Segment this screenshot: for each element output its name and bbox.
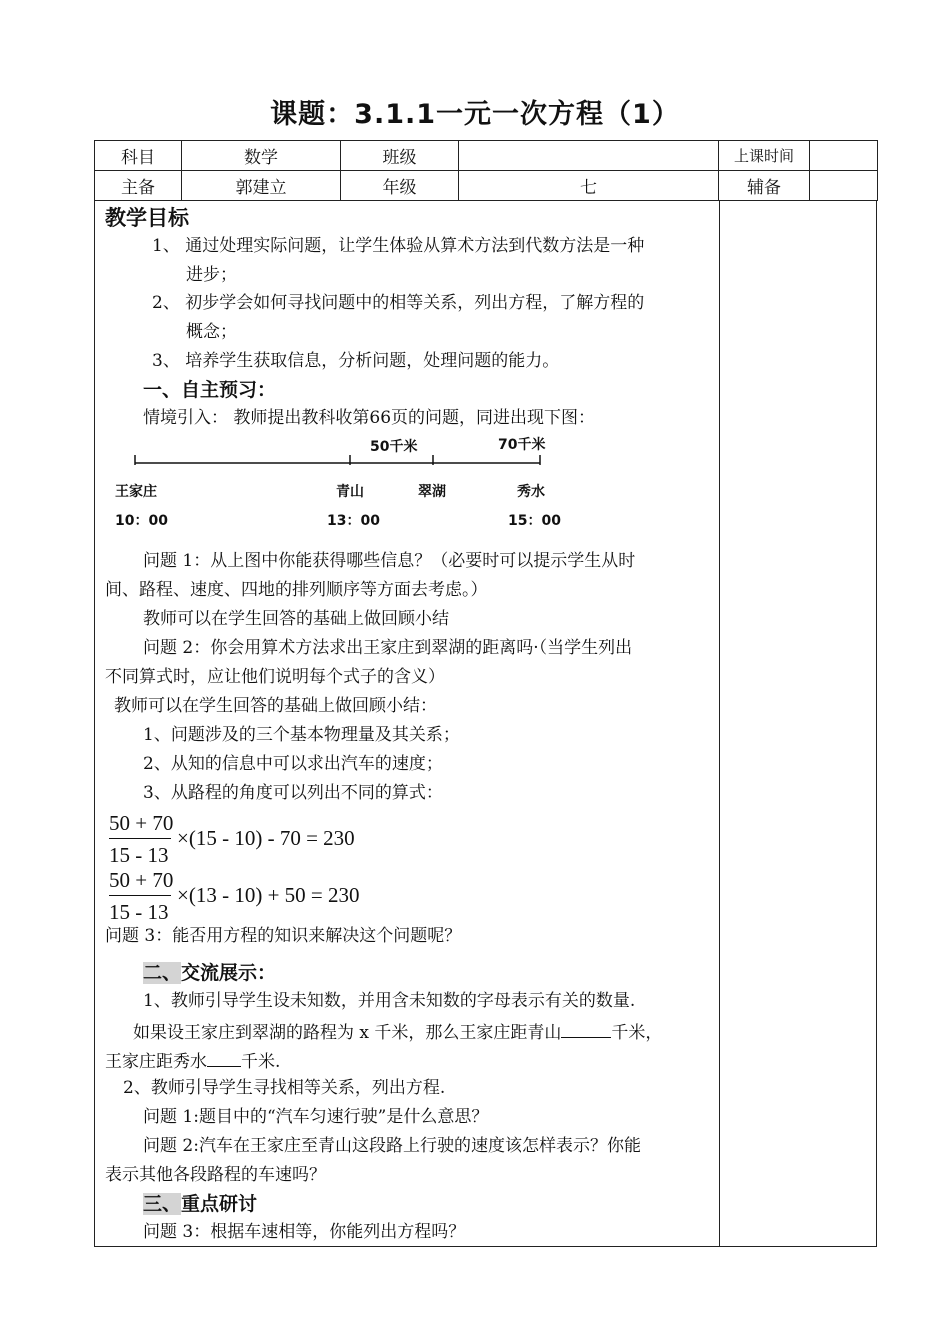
question-2-line-2: 不同算式时，应让他们说明每个式子的含义） <box>105 667 445 687</box>
formula-1-numerator: 50 + 70 <box>109 811 174 835</box>
lesson-body <box>94 201 877 1247</box>
segment-label-50km: 50千米 <box>370 439 418 455</box>
lead-teacher-label: 主备 <box>95 171 182 201</box>
subject-value: 数学 <box>182 141 341 171</box>
section-1-heading: 一、自主预习： <box>143 379 277 401</box>
section-3-heading <box>143 1195 257 1214</box>
section-2-line-2-unit: 千米， <box>611 1023 663 1043</box>
section-3-title: 重点研讨 <box>181 1193 258 1215</box>
assistant-teacher-label: 辅备 <box>719 171 810 201</box>
lead-teacher-value: 郭建立 <box>182 171 341 201</box>
point-3: 3、从路程的角度可以列出不同的算式： <box>143 783 443 803</box>
formula-2-denominator: 15 - 13 <box>109 900 169 924</box>
subject-label: 科目 <box>95 141 182 171</box>
formula-1-denominator: 15 - 13 <box>109 843 169 867</box>
question-3: 问题 3：能否用方程的知识来解决这个问题呢？ <box>105 926 462 946</box>
review-note-2: 教师可以在学生回答的基础上做回顾小结： <box>114 696 437 716</box>
formula-2-expression: ×(13 - 10) + 50 = 230 <box>177 883 360 907</box>
section-2-line-3-unit: 千米. <box>241 1052 281 1072</box>
section-2-line-5: 问题 1:题目中的“汽车匀速行驶”是什么意思？ <box>143 1107 489 1127</box>
place-wangjiazhuang: 王家庄 <box>115 484 157 500</box>
class-time-label: 上课时间 <box>719 141 810 171</box>
question-2-line-1: 问题 2：你会用算术方法求出王家庄到翠湖的距离吗·（当学生列出 <box>143 638 633 658</box>
point-2: 2、从知的信息中可以求出汽车的速度； <box>143 754 443 774</box>
segment-label-70km: 70千米 <box>498 437 546 453</box>
goal-2-line-1: 2、 初步学会如何寻找问题中的相等关系，列出方程，了解方程的 <box>152 293 645 313</box>
goal-2-line-2: 概念； <box>186 322 237 342</box>
class-value <box>459 141 719 171</box>
formula-1-expression: ×(15 - 10) - 70 = 230 <box>177 826 355 850</box>
header-table <box>94 140 878 201</box>
place-qingshan: 青山 <box>336 484 364 500</box>
formula-2-fraction-bar <box>109 895 171 896</box>
section-3-line-1: 问题 3：根据车速相等，你能列出方程吗？ <box>143 1222 466 1242</box>
section-2-number: 二、 <box>143 962 182 984</box>
point-1: 1、问题涉及的三个基本物理量及其关系； <box>143 725 460 745</box>
grade-label: 年级 <box>341 171 459 201</box>
scenario-intro: 情境引入： 教师提出教科收第66页的问题，同进出现下图： <box>143 408 596 428</box>
blank-xiushui-distance[interactable] <box>207 1051 241 1067</box>
goal-1-line-1: 1、 通过处理实际问题，让学生体验从算术方法到代数方法是一种 <box>152 236 645 256</box>
section-2-line-2-text: 如果设王家庄到翠湖的路程为 x 千米，那么王家庄距青山 <box>133 1023 562 1043</box>
section-2-line-4: 2、教师引导学生寻找相等关系，列出方程. <box>123 1078 446 1098</box>
class-time-value <box>810 141 878 171</box>
section-2-line-6: 问题 2:汽车在王家庄至青山这段路上行驶的速度该怎样表示？你能 <box>143 1136 641 1156</box>
place-cuihu: 翠湖 <box>418 484 446 500</box>
route-diagram <box>95 201 715 536</box>
review-note-1: 教师可以在学生回答的基础上做回顾小结 <box>143 609 449 629</box>
time-wangjiazhuang: 10：00 <box>115 513 168 529</box>
page-title: 课题：3.1.1一元一次方程（1） <box>270 99 680 130</box>
header-row-2 <box>95 171 878 201</box>
section-2-line-2 <box>133 1022 662 1042</box>
formula-2-numerator: 50 + 70 <box>109 868 174 892</box>
place-xiushui: 秀水 <box>517 484 545 500</box>
goal-3: 3、 培养学生获取信息，分析问题，处理问题的能力。 <box>152 351 560 371</box>
blank-qingshan-distance[interactable] <box>561 1022 611 1038</box>
section-2-title: 交流展示： <box>181 962 277 984</box>
header-row-1 <box>95 141 878 171</box>
goals-heading: 教学目标 <box>105 206 189 230</box>
notes-column-divider <box>719 201 720 1246</box>
goal-1-line-2: 进步； <box>186 265 237 285</box>
section-3-number: 三、 <box>143 1193 182 1215</box>
question-1-line-1: 问题 1：从上图中你能获得哪些信息？（必要时可以提示学生从时 <box>143 551 636 571</box>
time-xiushui: 15：00 <box>508 513 561 529</box>
question-1-line-2: 间、路程、速度、四地的排列顺序等方面去考虑。） <box>105 580 488 600</box>
section-2-heading <box>143 964 276 983</box>
formula-1-fraction-bar <box>109 838 171 839</box>
section-2-line-3-text: 王家庄距秀水 <box>105 1052 207 1072</box>
assistant-teacher-value <box>810 171 878 201</box>
class-label: 班级 <box>341 141 459 171</box>
section-2-line-1: 1、教师引导学生设未知数，并用含未知数的字母表示有关的数量. <box>143 991 636 1011</box>
section-2-line-7: 表示其他各段路程的车速吗？ <box>105 1165 326 1185</box>
time-qingshan: 13：00 <box>327 513 380 529</box>
grade-value: 七 <box>459 171 719 201</box>
section-2-line-3 <box>105 1051 280 1071</box>
